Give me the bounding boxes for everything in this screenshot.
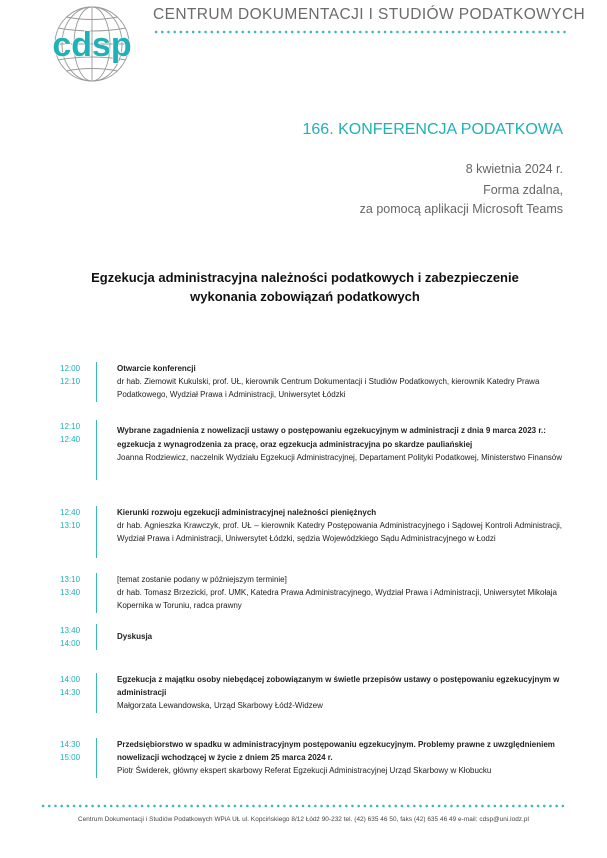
session-content [117, 630, 562, 643]
session-title: [temat zostanie podany w późniejszym terminie] [117, 575, 287, 584]
session-title: Kierunki rozwoju egzekucji administracyjnej należności pieniężnych [117, 508, 377, 517]
timeline-divider [96, 362, 97, 402]
session-content [117, 673, 562, 712]
time-range [60, 673, 86, 699]
end-time: 13:10 [60, 521, 81, 530]
session-title: Przedsiębiorstwo w spadku w administracyjnym postępowaniu egzekucyjnym. Problemy prawne z uwzględnieniem nowelizacji wchodzącej w życie z dniem 25 marca 2024 r. [117, 740, 555, 762]
session-content [117, 573, 562, 612]
main-title-line-2: wykonania zobowiązań podatkowych [190, 289, 420, 304]
end-time: 15:00 [60, 753, 81, 762]
start-time: 12:10 [60, 422, 81, 431]
time-range [60, 420, 86, 446]
end-time: 12:40 [60, 435, 81, 444]
start-time: 14:30 [60, 740, 81, 749]
footer-divider [40, 804, 567, 808]
start-time: 14:00 [60, 675, 81, 684]
conference-form: Forma zdalna, [483, 183, 563, 197]
session-title: Dyskusja [117, 632, 153, 641]
time-range [60, 362, 86, 388]
session-speaker: dr hab. Ziemowit Kukulski, prof. UŁ, kierownik Centrum Dokumentacji i Studiów Podatkowych, kierownik Katedry Prawa Podatkowego, Wydział Prawa i Administracji, Uniwersytet Łódzki [117, 377, 540, 399]
organization-name: CENTRUM DOKUMENTACJI I STUDIÓW PODATKOWYCH [153, 6, 586, 23]
session-content [117, 738, 562, 777]
timeline-divider [96, 573, 97, 613]
time-range [60, 738, 86, 764]
timeline-divider [96, 506, 97, 558]
logo-text: cdsp [52, 26, 132, 64]
end-time: 14:00 [60, 639, 81, 648]
timeline-divider [96, 673, 97, 713]
timeline-divider [96, 738, 97, 778]
session-speaker: Piotr Świderek, główny ekspert skarbowy Referat Egzekucji Administracyjnej Urząd Skarbowy w Kłobucku [117, 766, 492, 775]
session-speaker: dr hab. Agnieszka Krawczyk, prof. UŁ – kierownik Katedry Postępowania Administracyjnego i Sądowej Kontroli Administracji, Wydział Prawa i Administracji, Uniwersytet Łódzki, sędzia Wojewódzkiego Sądu Administracyjnego w Łodzi [117, 521, 562, 543]
time-range [60, 573, 86, 599]
timeline-divider [96, 624, 97, 650]
session-title: Wybrane zagadnienia z nowelizacji ustawy o postępowaniu egzekucyjnym w administracji z dnia 9 marca 2023 r.: egzekucja z wynagrodzenia za pracę, oraz egzekucja administracyjna po skardze pauliańskiej [117, 426, 546, 449]
start-time: 12:40 [60, 508, 81, 517]
conference-title: 166. KONFERENCJA PODATKOWA [302, 121, 563, 138]
conference-platform: za pomocą aplikacji Microsoft Teams [359, 202, 563, 216]
session-title: Otwarcie konferencji [117, 364, 196, 373]
main-title-line-1: Egzekucja administracyjna należności podatkowych i zabezpieczenie [91, 270, 519, 285]
session-title: Egzekucja z majątku osoby niebędącej zobowiązanym w świetle przepisów ustawy o postępowaniu egzekucyjnym w administracji [117, 675, 560, 697]
conference-date: 8 kwietnia 2024 r. [465, 162, 563, 176]
session-speaker: Małgorzata Lewandowska, Urząd Skarbowy Łódź-Widzew [117, 701, 323, 710]
timeline-divider [96, 420, 97, 480]
end-time: 14:30 [60, 688, 81, 697]
session-content [117, 362, 562, 401]
time-range [60, 624, 86, 650]
session-speaker: dr hab. Tomasz Brzezicki, prof. UMK, Katedra Prawa Administracyjnego, Wydział Prawa i Administracji, Uniwersytet Mikołaja Kopernika w Toruniu, radca prawny [117, 588, 557, 610]
time-range [60, 506, 86, 532]
start-time: 12:00 [60, 364, 81, 373]
end-time: 13:40 [60, 588, 81, 597]
start-time: 13:10 [60, 575, 81, 584]
session-content [117, 506, 562, 545]
session-content [117, 424, 562, 465]
end-time: 12:10 [60, 377, 81, 386]
session-speaker: Joanna Rodziewicz, naczelnik Wydziału Egzekucji Administracyjnej, Departament Polityki Podatkowej, Ministerstwo Finansów [117, 453, 563, 462]
footer-contact: Centrum Dokumentacji i Studiów Podatkowych WPiA UŁ ul. Kopcińskiego 8/12 Łódź 90-232 tel. (42) 635 46 50, faks (42) 635 46 49 e-mail: cdsp@uni.lodz.pl [78, 816, 529, 823]
start-time: 13:40 [60, 626, 81, 635]
